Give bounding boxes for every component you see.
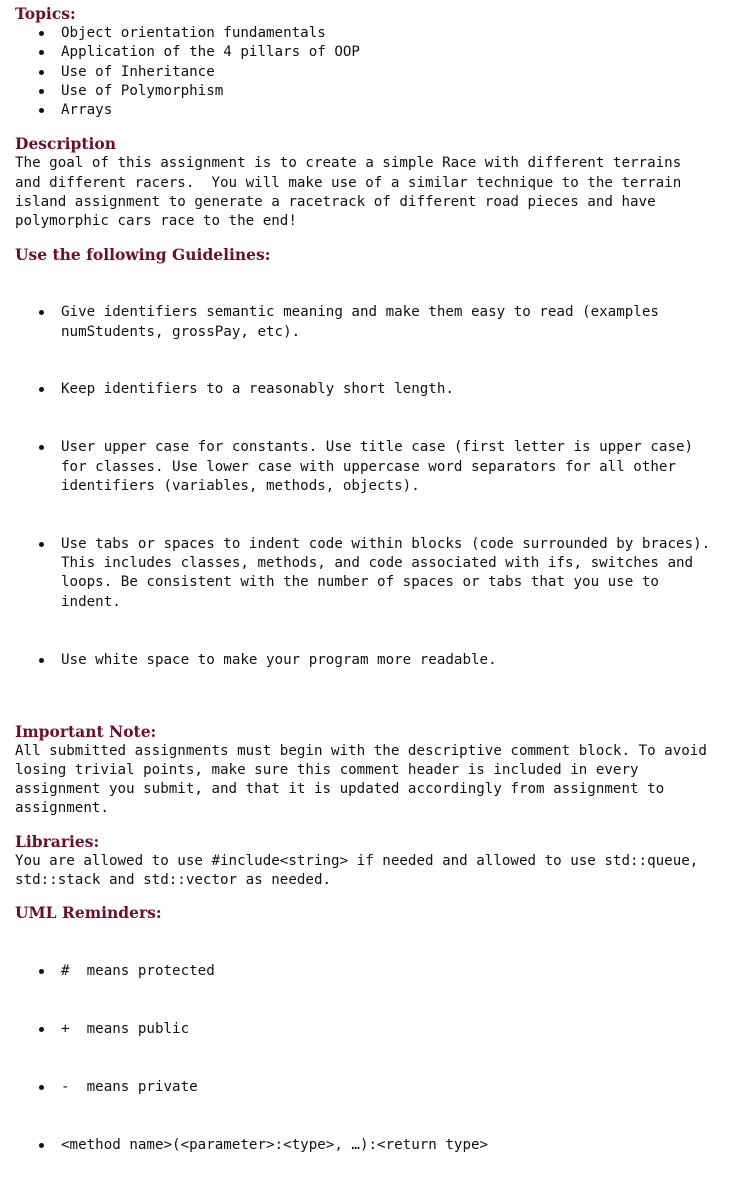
text-line: std::stack and std::vector as needed.: [15, 871, 332, 888]
description-text: [15, 154, 730, 231]
list-item: # means protected: [61, 962, 730, 981]
list-item: <method name>(<parameter>:<type>, …):<return type>: [61, 1136, 730, 1155]
list-item: Use of Inheritance: [61, 63, 730, 82]
important-note-section: [15, 722, 730, 819]
topics-list: [15, 24, 730, 120]
libraries-section: [15, 832, 730, 891]
uml-section: [15, 903, 730, 1193]
uml-heading: UML Reminders:: [15, 903, 162, 923]
text-line: The goal of this assignment is to create a simple Race with different terrains: [15, 155, 682, 172]
text-line: assignment.: [15, 800, 109, 817]
list-item: Give identifiers semantic meaning and make them easy to read (examples numStudents, grossPay, etc).: [61, 303, 730, 342]
topics-section: [15, 4, 730, 120]
guidelines-heading: Use the following Guidelines:: [15, 244, 271, 264]
description-section: [15, 134, 730, 231]
libraries-text: [15, 852, 730, 891]
list-item: Use white space to make your program more readable.: [61, 651, 730, 670]
text-line: island assignment to generate a racetrack of different road pieces and have: [15, 194, 656, 211]
libraries-heading: Libraries:: [15, 831, 100, 851]
guidelines-list: [15, 265, 730, 709]
text-line: All submitted assignments must begin with the descriptive comment block. To avoid: [15, 742, 707, 759]
text-line: You are allowed to use #include<string> if needed and allowed to use std::queue,: [15, 852, 699, 869]
list-item: Keep identifiers to a reasonably short length.: [61, 380, 730, 399]
important-note-heading: Important Note:: [15, 721, 157, 741]
text-line: assignment you submit, and that it is updated accordingly from assignment to: [15, 781, 665, 798]
list-item: + means public: [61, 1020, 730, 1039]
text-line: polymorphic cars race to the end!: [15, 213, 297, 230]
uml-list: [15, 923, 730, 1193]
list-item: Use of Polymorphism: [61, 82, 730, 101]
important-note-text: [15, 742, 730, 819]
list-item: - means private: [61, 1078, 730, 1097]
guidelines-section: [15, 245, 730, 709]
description-heading: Description: [15, 134, 117, 154]
list-item: Application of the 4 pillars of OOP: [61, 43, 730, 62]
text-line: and different racers. You will make use of a similar technique to the terrain: [15, 174, 682, 191]
list-item: Use tabs or spaces to indent code within blocks (code surrounded by braces). This includes classes, methods, and code associated with ifs, switches and loops. Be consistent with the number of spaces or tabs that you use to indent.: [61, 535, 730, 612]
list-item: Object orientation fundamentals: [61, 24, 730, 43]
list-item: User upper case for constants. Use title case (first letter is upper case) for classes. Use lower case with uppercase word separators for all other identifiers (variables, methods, objects).: [61, 438, 730, 496]
text-line: losing trivial points, make sure this comment header is included in every: [15, 761, 639, 778]
topics-heading: Topics:: [15, 4, 76, 23]
list-item: Arrays: [61, 101, 730, 120]
